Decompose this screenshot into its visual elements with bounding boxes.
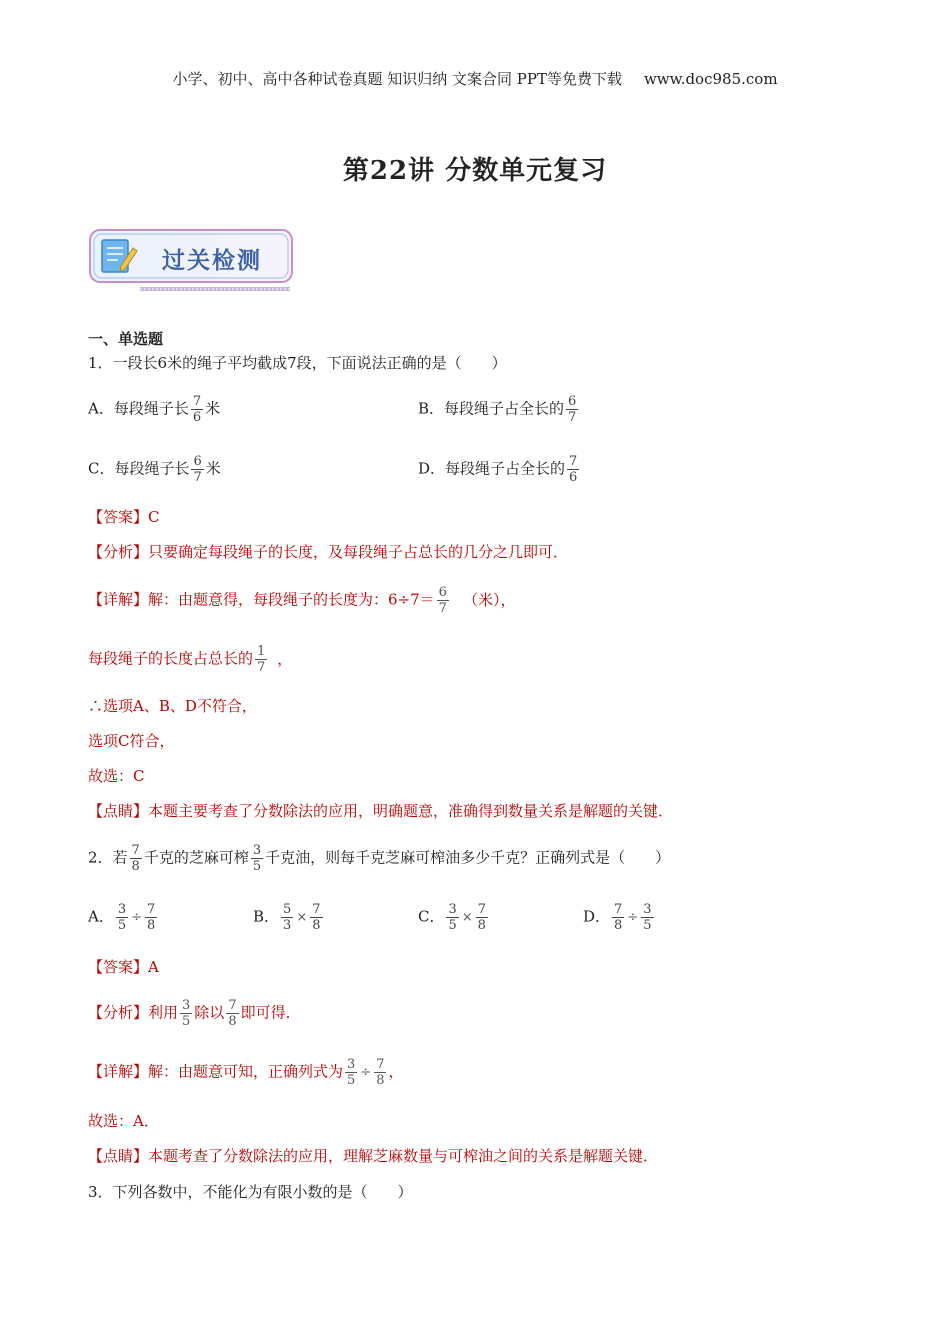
q1-c-text: C．每段绳子长 xyxy=(88,459,190,478)
q1-detail-5: 故选：C xyxy=(88,767,145,785)
q2-option-c[interactable]: C． $\frac{3}{5}$ × $\frac{7}{8}$ xyxy=(418,902,486,933)
q2-comment: 【点睛】本题考查了分数除法的应用，理解芝麻数量与可榨油之间的关系是解题关键． xyxy=(88,1147,659,1165)
q2-detail-2: 故选：A． xyxy=(88,1112,159,1130)
q2-detail-1: 【详解】解：由题意可知，正确列式为 $\frac{3}{5}$ ÷ $\frac{7}{8}$ ， xyxy=(88,1057,404,1088)
section-badge xyxy=(88,226,296,294)
q3-stem: 3．下列各数中，不能化为有限小数的是（ ） xyxy=(88,1183,413,1201)
section-heading: 一、单选题 xyxy=(88,330,164,348)
q1-option-c[interactable] xyxy=(88,454,221,485)
badge-label: 过关检测 xyxy=(162,248,262,274)
q1-d-fraction: $\frac{7}{6}$ xyxy=(569,454,578,485)
page-title: 第22讲 分数单元复习 xyxy=(342,156,608,186)
q2-option-d[interactable]: D． $\frac{7}{8}$ ÷ $\frac{3}{5}$ xyxy=(583,902,652,933)
q1-detail2-fraction: $\frac{1}{7}$ xyxy=(257,644,266,675)
q2-answer: 【答案】A xyxy=(88,958,159,976)
q1-option-d[interactable] xyxy=(418,454,581,485)
q1-c-fraction: $\frac{6}{7}$ xyxy=(193,454,202,485)
q1-d-text: D．每段绳子占全长的 xyxy=(418,459,566,478)
q2-option-a[interactable]: A． $\frac{3}{5}$ ÷ $\frac{7}{8}$ xyxy=(88,902,156,933)
header-text: 小学、初中、高中各种试卷真题 知识归纳 文案合同 PPT等免费下载 xyxy=(172,70,622,88)
q1-a-unit: 米 xyxy=(205,399,221,418)
q1-a-fraction: $\frac{7}{6}$ xyxy=(192,394,202,425)
q1-detail-3: ∴选项A、B、D不符合， xyxy=(88,697,257,715)
q1-b-fraction: $\frac{6}{7}$ xyxy=(568,394,577,425)
q2-stem: 2．若 $\frac{7}{8}$ 千克的芝麻可榨 $\frac{3}{5}$ 千克油，则每千克芝麻可榨油多少千克？正确列式是（ ） xyxy=(88,843,671,874)
q1-stem: 1．一段长6米的绳子平均截成7段，下面说法正确的是（ ） xyxy=(88,354,507,372)
q2-analysis: 【分析】利用 $\frac{3}{5}$ 除以 $\frac{7}{8}$ 即可得． xyxy=(88,998,301,1029)
q1-option-b[interactable] xyxy=(418,394,580,425)
q1-a-text: A．每段绳子长 xyxy=(88,399,189,418)
header-url[interactable]: www.doc985.com xyxy=(643,70,778,88)
q1-option-a[interactable] xyxy=(88,394,220,425)
q1-detail-2: 每段绳子的长度占总长的 $\frac{1}{7}$ ， xyxy=(88,644,293,675)
q2-option-b[interactable]: B． $\frac{5}{3}$ × $\frac{7}{8}$ xyxy=(253,902,321,933)
page-header xyxy=(0,68,950,89)
q2-stem-fraction-2: $\frac{3}{5}$ xyxy=(252,843,262,874)
q1-comment: 【点睛】本题主要考查了分数除法的应用，明确题意，准确得到数量关系是解题的关键． xyxy=(88,802,674,820)
q1-detail-4: 选项C符合， xyxy=(88,732,175,750)
q1-analysis: 【分析】只要确定每段绳子的长度，及每段绳子占总长的几分之几即可． xyxy=(88,543,569,561)
q1-detail-fraction: $\frac{6}{7}$ xyxy=(438,585,447,616)
q1-answer: 【答案】C xyxy=(88,508,160,526)
q1-c-unit: 米 xyxy=(205,459,221,478)
q1-detail-1: 【详解】解：由题意得，每段绳子的长度为：6÷7＝ $\frac{6}{7}$ （米）， xyxy=(88,585,516,616)
q1-b-text: B．每段绳子占全长的 xyxy=(418,399,565,418)
q2-stem-fraction-1: $\frac{7}{8}$ xyxy=(131,843,140,874)
